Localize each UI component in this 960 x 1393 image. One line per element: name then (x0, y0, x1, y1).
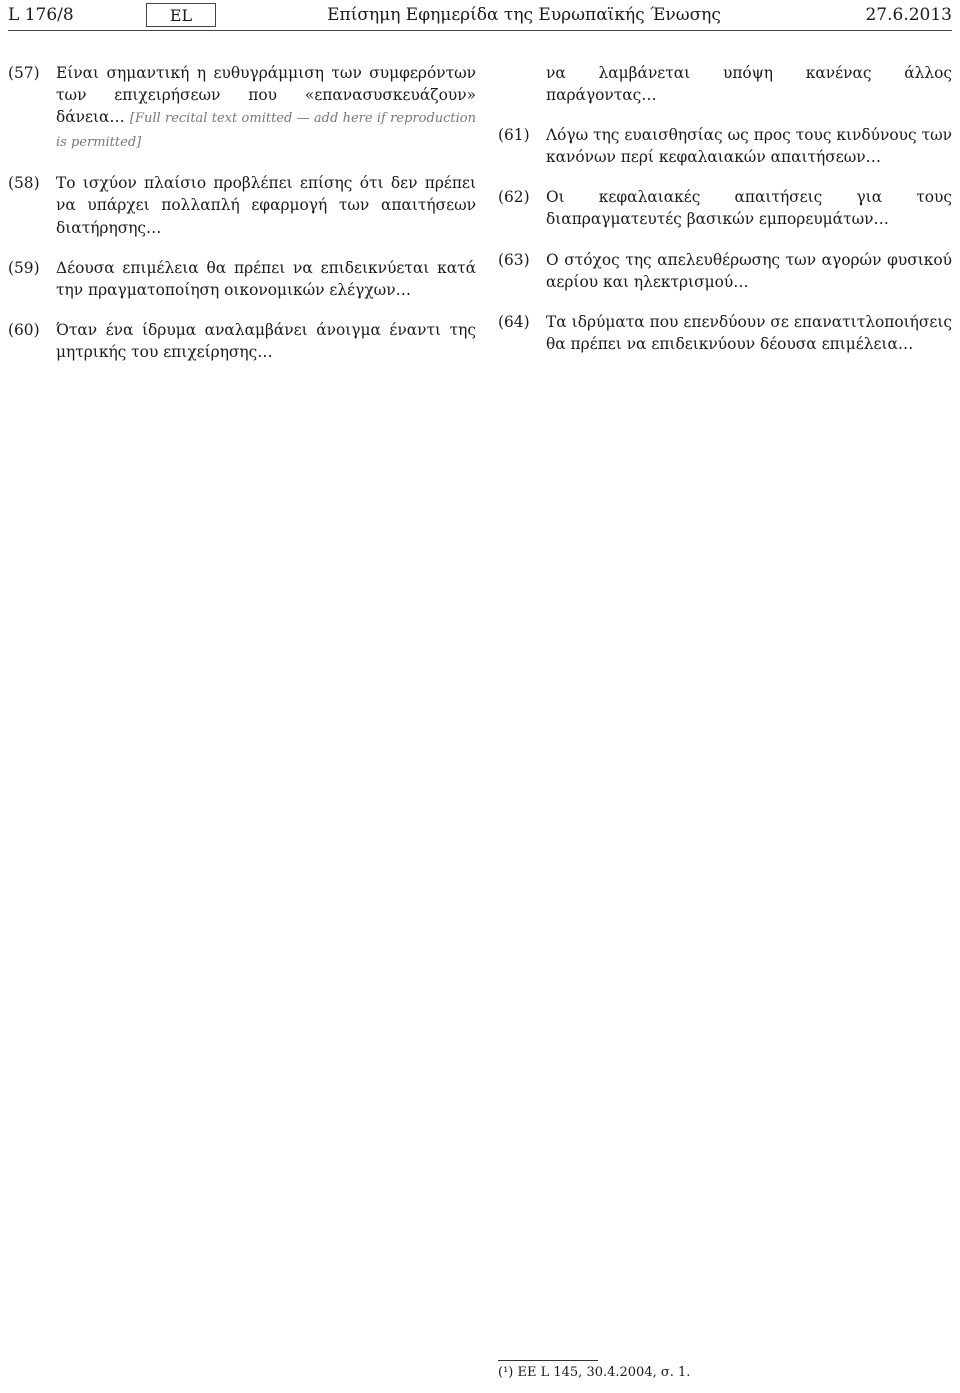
recital-text: Ο στόχος της απελευθέρωσης των αγορών φυσικού αερίου και ηλεκτρισμού… (546, 250, 952, 291)
recital (498, 311, 952, 355)
publication-date: 27.6.2013 (865, 5, 952, 25)
page-reference: L 176/8 (8, 5, 74, 25)
recital (8, 257, 476, 301)
footnote-divider (498, 1360, 598, 1361)
recital-number: (63) (498, 250, 530, 269)
recital-continuation: να λαμβάνεται υπόψη κανένας άλλος παράγοντας… (546, 64, 952, 105)
recital (498, 124, 952, 168)
left-column (8, 62, 476, 381)
recital-text: Δέουσα επιμέλεια θα πρέπει να επιδεικνύεται κατά την πραγματοποίηση οικονομικών ελέγχων… (56, 258, 476, 299)
recital-text: Όταν ένα ίδρυμα αναλαμβάνει άνοιγμα έναντι της μητρικής του επιχείρησης… (56, 320, 476, 361)
journal-title: Επίσημη Εφημερίδα της Ευρωπαϊκής Ένωσης (327, 5, 721, 25)
recital (498, 186, 952, 230)
recital-number: (61) (498, 126, 530, 145)
recital (498, 249, 952, 293)
recital-number: (60) (8, 320, 40, 339)
recital-text: Είναι σημαντική η ευθυγράμμιση των συμφερόντων των επιχειρήσεων που «επανασυσκευάζουν» δάνεια… [Full recital text omitted — add here if reproduction is permitted] (56, 64, 476, 151)
recital-number: (59) (8, 258, 40, 277)
recital-text: Τα ιδρύματα που επενδύουν σε επανατιτλοποιήσεις θα πρέπει να επιδεικνύουν δέουσα επιμέλεια… (546, 312, 952, 353)
recital-text: Λόγω της ευαισθησίας ως προς τους κινδύνους των κανόνων περί κεφαλαιακών απαιτήσεων… (546, 126, 952, 167)
page-header (8, 0, 952, 31)
recital-number: (57) (8, 64, 40, 82)
right-column (498, 62, 952, 373)
language-badge: EL (146, 3, 216, 27)
recital (8, 62, 476, 154)
footnote: (¹) ΕΕ L 145, 30.4.2004, σ. 1. (498, 1365, 691, 1380)
recital (8, 172, 476, 238)
recital-number: (62) (498, 188, 530, 207)
recital-text: Το ισχύον πλαίσιο προβλέπει επίσης ότι δεν πρέπει να υπάρχει πολλαπλή εφαρμογή των απαιτήσεων διατήρησης… (56, 174, 476, 237)
recital-text: Οι κεφαλαιακές απαιτήσεις για τους διαπραγματευτές βασικών εμπορευμάτων… (546, 188, 952, 229)
recital (8, 319, 476, 363)
recital-number: (58) (8, 174, 40, 193)
recital-number: (64) (498, 312, 530, 331)
